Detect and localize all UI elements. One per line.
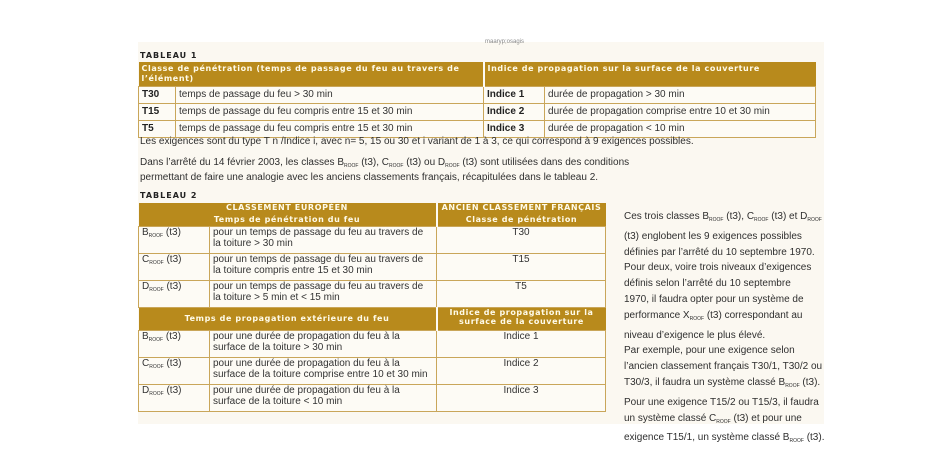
tableau2: [138, 203, 606, 412]
class-code: $B_{ROOF}$ (t3): [139, 330, 210, 357]
side-paragraph: [624, 209, 824, 450]
tableau1-header-right: Indice de propagation sur la surface de la couverture: [484, 62, 816, 86]
tableau1: [138, 62, 816, 138]
indice-code: Indice 1: [484, 86, 545, 103]
tableau1-row: [139, 103, 816, 120]
indice-desc: durée de propagation < 10 min: [545, 120, 816, 137]
col-ancien-header: ANCIEN CLASSEMENT FRANÇAIS: [437, 203, 606, 215]
paragraph-arrete-line2: permettant de faire une analogie avec les anciens classements français, récapitulées dans le tableau 2.: [140, 172, 599, 183]
side-line: Par exemple, pour une exigence selon: [624, 345, 795, 357]
penetration-desc: temps de passage du feu compris entre 15 et 30 min: [176, 103, 484, 120]
penetration-code: T30: [139, 86, 176, 103]
tableau1-row: [139, 86, 816, 103]
side-line: T30/3, il faudra un système classé $B_{ROOF}$ (t3).: [624, 376, 821, 389]
class-code: $D_{ROOF}$ (t3): [139, 384, 210, 411]
tableau1-caption: TABLEAU 1: [140, 51, 198, 60]
ancien-value: Indice 2: [437, 357, 606, 384]
indice-desc: durée de propagation comprise entre 10 et 30 min: [545, 103, 816, 120]
paragraph-arrete-line1: Dans l’arrêté du 14 février 2003, les classes $B_{ROOF}$ (t3), $C_{ROOF}$ (t3) ou $D_{ROOF}$ (t3) sont utilisées dans des conditions: [140, 157, 630, 169]
class-desc: pour un temps de passage du feu au travers de la toiture compris entre 15 et 30 min: [210, 253, 437, 280]
ancien-value: T30: [437, 226, 606, 253]
side-line: définis selon l’arrêté du 10 septembre: [624, 278, 791, 290]
table-row: [139, 357, 606, 384]
table-row: [139, 280, 606, 307]
side-line: 1970, il faudra opter pour un système de: [624, 293, 804, 305]
table-row: [139, 330, 606, 357]
ancien-value: Indice 1: [437, 330, 606, 357]
side-line: Pour une exigence T15/2 ou T15/3, il faudra: [624, 396, 819, 408]
side-line: exigence T15/1, un système classé $B_{ROOF}$ (t3).: [624, 432, 825, 445]
class-code: $C_{ROOF}$ (t3): [139, 253, 210, 280]
section1-right-header: Classe de pénétration: [437, 215, 606, 226]
col-european-header: CLASSEMENT EUROPÉEN: [139, 203, 437, 215]
class-desc: pour une durée de propagation du feu à la surface de la toiture > 30 min: [210, 330, 437, 357]
section2-header: Temps de propagation extérieure du feu: [139, 307, 437, 330]
class-code: $C_{ROOF}$ (t3): [139, 357, 210, 384]
side-line: l’ancien classement français T30/1, T30/2 ou: [624, 361, 823, 373]
side-line: niveau d’exigence le plus élevé.: [624, 329, 766, 341]
class-desc: pour un temps de passage du feu au travers de la toiture > 5 min et < 15 min: [210, 280, 437, 307]
penetration-code: T5: [139, 120, 176, 137]
table-row: [139, 384, 606, 411]
penetration-desc: temps de passage du feu > 30 min: [176, 86, 484, 103]
header-scrap-text: maaryp;osagis: [485, 39, 525, 45]
indice-desc: durée de propagation > 30 min: [545, 86, 816, 103]
tableau2-caption: TABLEAU 2: [140, 191, 198, 200]
section1-header: Temps de pénétration du feu: [139, 215, 437, 226]
section2-right-header: Indice de propagation sur la surface de la couverture: [437, 307, 606, 330]
indice-code: Indice 3: [484, 120, 545, 137]
class-desc: pour une durée de propagation du feu à la surface de la toiture comprise entre 10 et 30 min: [210, 357, 437, 384]
ancien-value: Indice 3: [437, 384, 606, 411]
tableau1-header-left: Classe de pénétration (temps de passage du feu au travers de l’élément): [139, 62, 484, 86]
class-code: $B_{ROOF}$ (t3): [139, 226, 210, 253]
class-desc: pour une durée de propagation du feu à la surface de la toiture < 10 min: [210, 384, 437, 411]
class-desc: pour un temps de passage du feu au travers de la toiture > 30 min: [210, 226, 437, 253]
side-line: un système classé $C_{ROOF}$ (t3) et pour une: [624, 412, 802, 425]
penetration-desc: temps de passage du feu compris entre 15 et 30 min: [176, 120, 484, 137]
table-row: [139, 253, 606, 280]
paragraph-exigences: Les exigences sont du type T n /Indice i, avec n= 5, 15 ou 30 et i variant de 1 à 3, ce qui correspond à 9 exigences possibles.: [140, 136, 694, 147]
indice-code: Indice 2: [484, 103, 545, 120]
side-line: définies par l’arrêté du 10 septembre 1970.: [624, 246, 815, 258]
side-line: performance $X_{ROOF}$ (t3) correspondant au: [624, 309, 803, 322]
class-code: $D_{ROOF}$ (t3): [139, 280, 210, 307]
side-line: Pour deux, voire trois niveaux d’exigences: [624, 262, 812, 274]
ancien-value: T5: [437, 280, 606, 307]
side-line: Ces trois classes $B_{ROOF}$ (t3), $C_{ROOF}$ (t3) et $D_{ROOF}$: [624, 211, 822, 223]
ancien-value: T15: [437, 253, 606, 280]
penetration-code: T15: [139, 103, 176, 120]
side-line: (t3) englobent les 9 exigences possibles: [624, 230, 802, 242]
table-row: [139, 226, 606, 253]
